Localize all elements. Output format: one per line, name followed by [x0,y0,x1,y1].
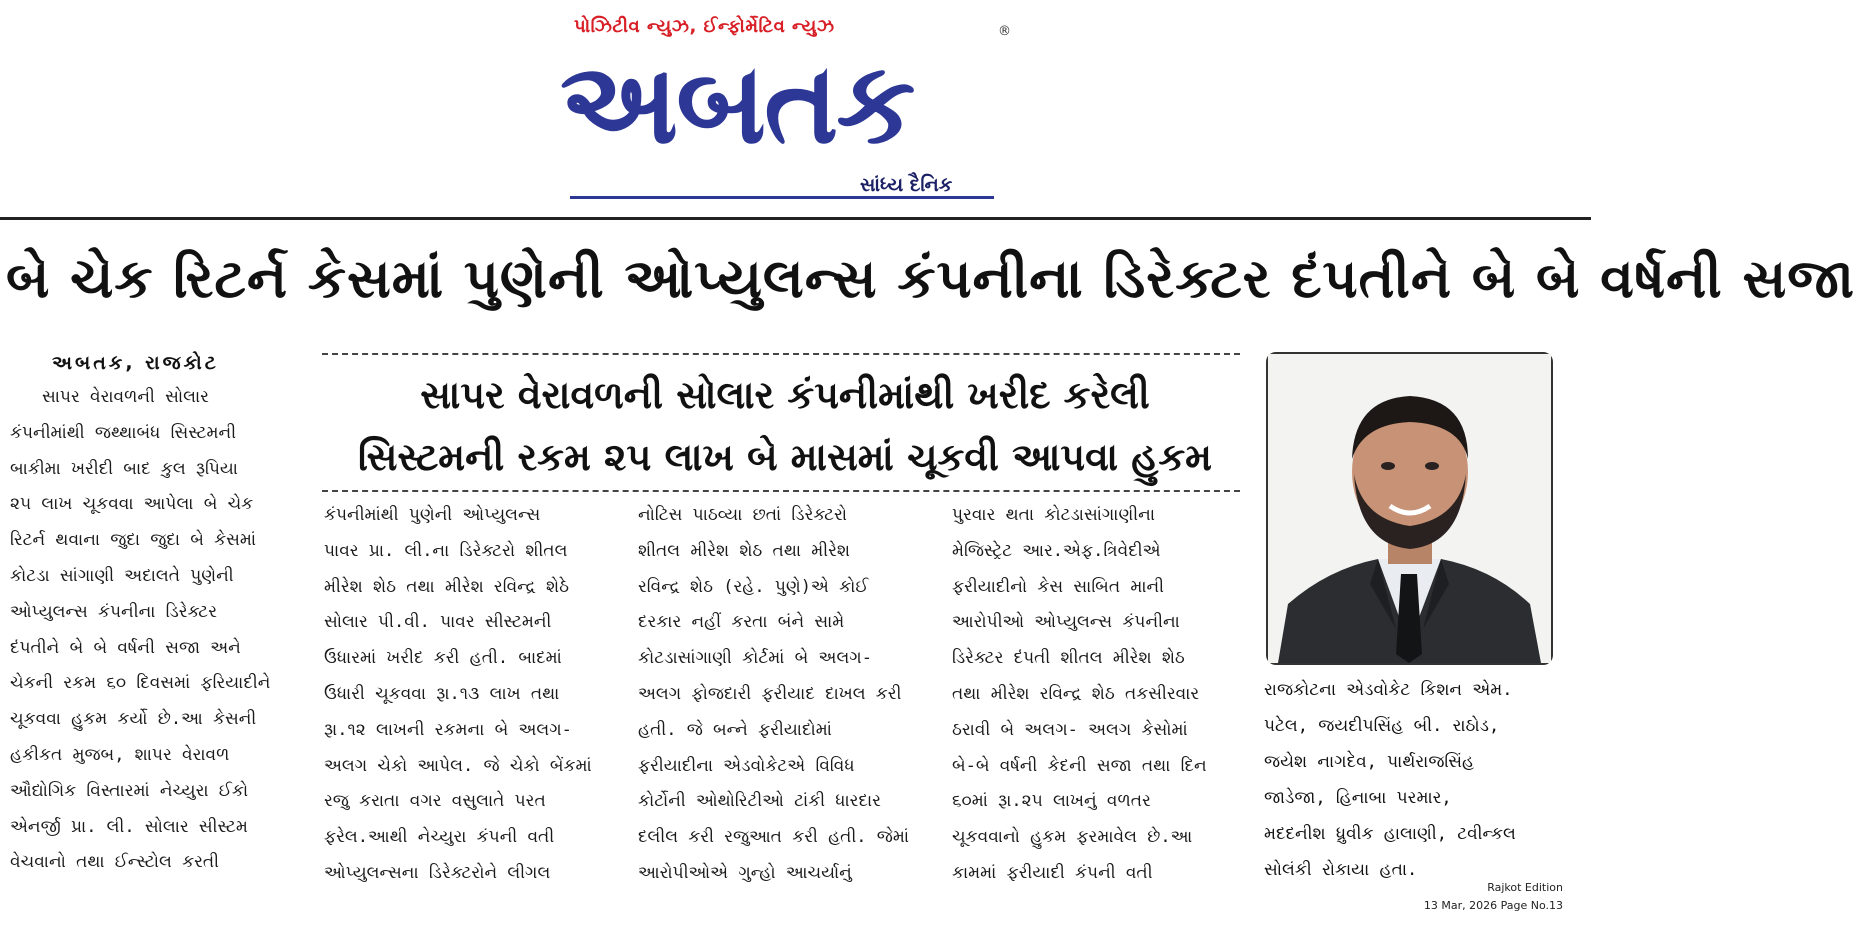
text-line: તથા મીરેશ રવિન્દ્ર શેઠ તકસીરવાર [952,683,1200,704]
text-line: અલગ ચેકો આપેલ. જે ચેકો બેંકમાં [324,755,592,776]
caption-line: જાડેજા, હિનાબા પરમાર, [1264,788,1452,808]
text-line: ચૂકવવા હુકમ કર્યો છે.આ કેસની [10,709,257,730]
edition-date-page: 13 Mar, 2026 Page No.13 [1423,899,1563,912]
text-line: દલીલ કરી રજુઆત કરી હતી. જેમાં [638,827,910,848]
text-line: ડિરેક્ટર દંપતી શીતલ મીરેશ શેઠ [952,648,1185,669]
text-line: ફરેલ.આથી નેચ્યુરા કંપની વતી [324,827,555,848]
text-line: હકીકત મુજબ, શાપર વેરાવળ [10,744,230,765]
text-line: કામમાં ફરીયાદી કંપની વતી [952,862,1153,883]
dateline: અબતક, રાજકોટ [52,352,219,374]
text-line: આરોપીઓએ ગુન્હો આચર્યાનું [638,862,852,883]
article-subhead [326,364,1244,488]
person-portrait-icon [1268,354,1551,663]
text-line: કંપનીમાંથી જથ્થાબંધ સિસ્ટમની [10,422,237,443]
article-column-2 [324,498,614,892]
text-line: નોટિસ પાઠવ્યા છતાં ડિરેક્ટરો [638,505,848,525]
text-line: ઔદ્યોગિક વિસ્તારમાં નેચ્યુરા ઈકો [10,780,249,801]
text-line: રવિન્દ્ર શેઠ (રહે. પુણે)એ કોઈ [638,576,869,597]
text-line: ૬૦માં રૂા.૨૫ લાખનું વળતર [952,791,1151,812]
text-line: ઠરાવી બે અલગ- અલગ કેસોમાં [952,719,1188,740]
text-line: ઓપ્યુલન્સ કંપનીના ડિરેક્ટર [10,601,217,622]
text-line: ઉધારી ચૂકવવા રૂા.૧૩ લાખ તથા [324,683,560,704]
text-line: કોર્ટોની ઓથોરિટીઓ ટાંકી ધારદાર [638,791,881,812]
newspaper-logo: અબતક [560,39,914,169]
photo-caption [1264,672,1559,888]
text-line: વેચવાનો તથા ઈન્સ્ટોલ કરતી [10,852,220,873]
caption-line: રાજકોટના એડવોકેટ કિશન એમ. [1264,680,1513,700]
text-line: કોટડા સાંગાણી અદાલતે પુણેની [10,565,234,586]
text-line: દરકાર નહીં કરતા બંને સામે [638,612,845,633]
text-line: રજુ કરાતા વગર વસુલાતે પરત [324,791,546,812]
text-line: ચેકની રકમ ૬૦ દિવસમાં ફરિયાદીને [10,673,271,694]
text-line: આરોપીઓ ઓપ્યુલન્સ કંપનીના [952,612,1180,633]
text-line: બાકીમા ખરીદી બાદ કુલ રૂપિયા [10,458,238,479]
header-divider [0,217,1591,220]
subhead-bottom-rule [322,490,1240,492]
subhead-line: સિસ્ટમની રકમ ૨૫ લાખ બે માસમાં ચૂકવી આપવા હુકમ [358,435,1212,479]
registered-mark: ® [998,24,1011,39]
advocate-photo [1266,352,1553,665]
text-line: અલગ ફોજદારી ફરીયાદ દાખલ કરી [638,683,902,704]
edition-name: Rajkot Edition [1487,881,1563,894]
text-line: સાપર વેરાવળની સોલાર [42,387,209,407]
text-line: કોટડાસાંગાણી કોર્ટમાં બે અલગ- [638,648,872,669]
text-line: ચૂકવવાનો હુકમ ફરમાવેલ છે.આ [952,827,1193,848]
tagline: પોઝિટીવ ન્યુઝ, ઈન્ફોર્મેટિવ ન્યુઝ [574,16,835,37]
text-line: રિટર્ન થવાના જુદા જુદા બે કેસમાં [10,530,257,551]
text-line: એનર્જી પ્રા. લી. સોલાર સીસ્ટમ [10,816,248,837]
article-column-3 [638,498,928,892]
text-line: ઉધારમાં ખરીદ કરી હતી. બાદમાં [324,648,562,669]
article-column-4 [952,498,1242,892]
text-line: દંપતીને બે બે વર્ષની સજા અને [10,637,241,658]
subhead-line: સાપર વેરાવળની સોલાર કંપનીમાંથી ખરીદ કરેલી [420,373,1150,417]
text-line: પુરવાર થતા કોટડાસાંગાણીના [952,505,1155,525]
caption-line: જયેશ નાગદેવ, પાર્થરાજસિંહ [1264,752,1475,772]
text-line: ઓપ્યુલન્સના ડિરેક્ટરોને લીગલ [324,862,551,883]
text-line: ફરીયાદીના એડવોકેટએ વિવિધ [638,755,855,776]
masthead [560,14,1011,204]
caption-line: પટેલ, જયદીપસિંહ બી. રાઠોડ, [1264,716,1500,736]
masthead-underline [570,196,994,199]
text-line: હતી. જે બન્ને ફરીયાદોમાં [638,719,832,740]
text-line: શીતલ મીરેશ શેઠ તથા મીરેશ [638,540,851,561]
text-line: ૨૫ લાખ ચૂકવવા આપેલા બે ચેક [10,494,254,515]
article-headline: બે ચેક રિટર્ન કેસમાં પુણેની ઓપ્યુલન્સ કંપનીના ડિરેક્ટર દંપતીને બે બે વર્ષની સજા [6,247,1855,310]
text-line: રૂા.૧૨ લાખની રકમના બે અલગ- [324,719,572,740]
text-line: પાવર પ્રા. લી.ના ડિરેક્ટરો શીતલ [324,540,568,561]
subhead-top-rule [322,353,1240,355]
text-line: સોલાર પી.વી. પાવર સીસ્ટમની [324,612,552,633]
text-line: કંપનીમાંથી પુણેની ઓપ્યુલન્સ [324,505,541,525]
article-column-1 [10,380,298,881]
edition-info [1424,879,1563,915]
caption-line: સોલંકી રોકાયા હતા. [1264,860,1418,880]
text-line: બે-બે વર્ષની કેદની સજા તથા દિન [952,755,1207,776]
text-line: મેજિસ્ટ્રેટ આર.એફ.ત્રિવેદીએ [952,540,1161,561]
text-line: ફરીયાદીનો કેસ સાબિત માની [952,576,1165,597]
caption-line: મદદનીશ ધ્રુવીક હાલાણી, ટવીન્કલ [1264,824,1516,844]
edition-type: સાંધ્ય દૈનિક [860,174,953,196]
text-line: મીરેશ શેઠ તથા મીરેશ રવિન્દ્ર શેઠે [324,576,569,597]
